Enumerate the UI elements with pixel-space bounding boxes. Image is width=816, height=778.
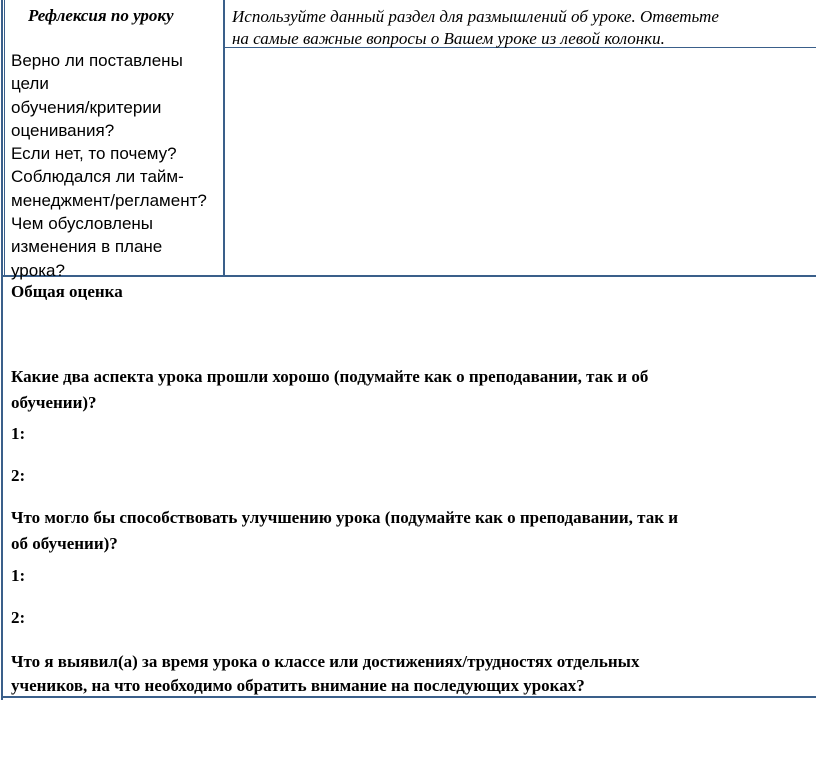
question-went-well [11,364,801,416]
left-question-line: Если нет, то почему? [11,144,177,164]
table-border-left [1,0,3,700]
left-question-line: менеджмент/регламент? [11,190,207,210]
left-question-line: Чем обусловлены [11,214,154,234]
question-improvement [11,505,801,557]
answer-cell[interactable] [226,49,814,274]
left-question-line: изменения в плане [11,237,163,257]
left-question-line: оценивания? [11,120,115,140]
left-question-line: обучения/критерии [11,97,162,117]
question-line: обучении)? [11,393,97,412]
left-question-line: Соблюдался ли тайм- [11,167,184,187]
left-question-line: урока? [11,260,65,280]
question-line: Что могло бы способствовать улучшению урока (подумайте как о преподавании, так и [11,508,679,527]
answer-number: 2: [11,466,26,485]
overall-title: Общая оценка [11,282,123,301]
instruction-line-1: Используйте данный раздел для размышлений об уроке. Ответьте [232,7,719,26]
question-line: учеников, на что необходимо обратить внимание на последующих уроках? [11,676,585,695]
question-class-findings [11,650,801,698]
left-questions [11,49,221,282]
instruction-line-2: на самые важные вопросы о Вашем уроке из левой колонки. [232,29,665,48]
question-line: Какие два аспекта урока прошли хорошо (подумайте как о преподавании, так и об [11,367,649,386]
reflection-title: Рефлексия по уроку [28,6,174,25]
column-divider [223,0,225,276]
answer-number: 1: [11,566,26,585]
answer-number: 1: [11,424,26,443]
table-border-left-inner [4,0,5,276]
question-line: об обучении)? [11,534,118,553]
left-question-line: цели [11,74,49,94]
question-line: Что я выявил(а) за время урока о классе или достижениях/трудностях отдельных [11,652,640,671]
left-question-line: Верно ли поставлены [11,51,183,70]
instruction-text [232,6,807,50]
answer-number: 2: [11,608,26,627]
